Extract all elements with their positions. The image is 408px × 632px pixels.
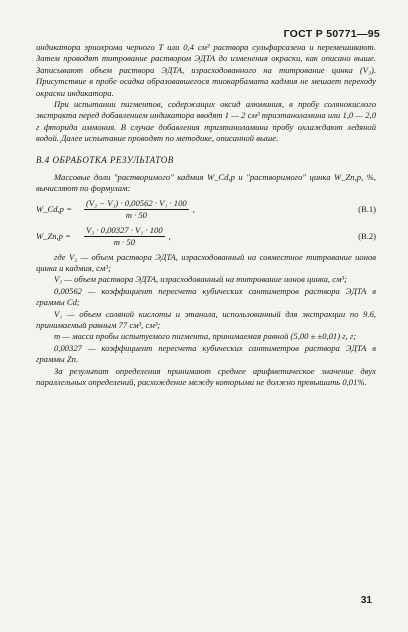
definition-v2: где V₂ — объем раствора ЭДТА, израсходованный на совместное титрование ионов цинка и кадмия, см³; bbox=[36, 251, 376, 273]
formula-b1-number: (В.1) bbox=[358, 204, 376, 215]
formula-b1 bbox=[36, 198, 376, 222]
formula-b2-number: (В.2) bbox=[358, 230, 376, 241]
section-title: В.4 ОБРАБОТКА РЕЗУЛЬТАТОВ bbox=[36, 154, 174, 165]
formula-b1-denominator: m · 50 bbox=[125, 210, 147, 221]
definition-mass: m — масса пробы испытуемого пигмента, принимаемая равной (5,00 ± ±0,01) г, г; bbox=[54, 331, 357, 342]
formula-b2 bbox=[36, 225, 376, 249]
paragraph-aluminium: При испытании пигментов, содержащих оксид алюминия, в пробу солянокислого экстракта перед добавлением индикатора вводят 1 — 2 см³ триэтаноламина или 1,0 — 2,0 г фторида аммония. В случае добавления триэтаноламина пробу охлаждают ледяной водой. Далее испытание проводят по методике, описанной выше. bbox=[36, 99, 376, 144]
formula-intro: Массовые доли "растворимого" кадмия W_Cd,p и "растворимого" цинка W_Zn,p, %, вычисляют по формулам: bbox=[36, 172, 376, 194]
formula-b1-lhs: W_Cd,p = bbox=[36, 204, 72, 215]
formula-b1-numerator: (V₂ − V₃) · 0,00562 · V₁ · 100 bbox=[84, 198, 189, 210]
definition-zn-coefficient: 0,00327 — коэффициент пересчета кубических сантиметров раствора ЭДТА в граммы Zn. bbox=[36, 342, 376, 365]
formula-b1-tail: , bbox=[192, 204, 195, 215]
formula-b2-denominator: m · 50 bbox=[113, 237, 135, 248]
document-header: ГОСТ Р 50771—95 bbox=[283, 28, 380, 40]
document-body bbox=[36, 42, 376, 388]
formula-b2-numerator: V₃ · 0,00327 · V₁ · 100 bbox=[84, 225, 165, 237]
formula-b2-lhs: W_Zn,p = bbox=[36, 230, 71, 241]
formula-b1-fraction bbox=[84, 198, 189, 222]
paragraph-titration: индикатора эриохрома черного Т или 0,4 см³ раствора сульфарсазена и перемешивают. Затем проводят титрование раствором ЭДТА до изменения окраски, как описано выше. Записывают объем раствора ЭДТА, израсходованного на титрование цинка (V₃). Присутствие в пробе осадка образовавшегося тиокарбамата кадмия не мешает переходу окраски индикатора. bbox=[36, 42, 376, 98]
definition-cd-coefficient: 0,00562 — коэффициент пересчета кубических сантиметров раствора ЭДТА в граммы Cd; bbox=[36, 285, 376, 308]
definition-v3: V₃ — объем раствора ЭДТА, израсходованный на титрование ионов цинка, см³; bbox=[54, 274, 347, 285]
conclusion-paragraph: За результат определения принимают среднее арифметическое значение двух параллельных определений, расхождение между которыми не должно превышать 0,01%. bbox=[36, 365, 376, 387]
formula-b2-fraction bbox=[84, 225, 165, 249]
formula-b2-tail: , bbox=[168, 230, 171, 241]
page-number: 31 bbox=[360, 595, 372, 606]
definition-v1: V₁ — объем соляной кислоты и этанола, использованный для экстракции по 9.6, принимаемый равным 77 см³, см³; bbox=[36, 308, 376, 330]
